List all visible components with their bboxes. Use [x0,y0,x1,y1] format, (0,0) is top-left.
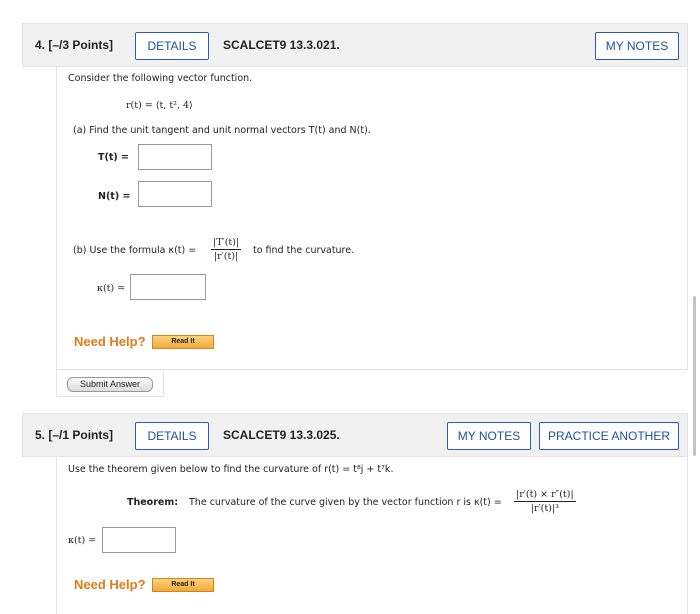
q4-N-input[interactable] [138,181,212,207]
q5-theorem-label: Theorem: [127,497,179,508]
q5-practice-another-button[interactable]: PRACTICE ANOTHER [539,422,679,450]
q4-N-label: N(t) = [98,191,131,202]
q4-number: 4. [–/3 Points] [35,38,114,52]
q4-fraction-numerator: |T′(t)| [213,237,240,248]
q5-theorem-text: The curvature of the curve given by the vector function r is κ(t) = [189,497,502,508]
q5-fraction-denominator: |r′(t)|³ [530,503,559,514]
q5-body [56,457,688,614]
q4-fraction-denominator: |r′(t)| [213,251,239,262]
q5-intro: Use the theorem given below to find the curvature of r(t) = t⁸j + t⁷k. [68,464,394,475]
q5-kappa-label: κ(t) = [68,535,97,546]
q5-curvature-fraction [514,489,576,514]
q5-number: 5. [–/1 Points] [35,428,114,442]
q5-fraction-numerator: |r′(t) × r″(t)| [516,489,574,500]
q5-need-help: Need Help? [74,577,146,592]
q4-T-label: T(t) = [98,152,129,163]
scrollbar[interactable] [693,296,696,456]
q4-code: SCALCET9 13.3.021. [223,38,340,52]
q4-body [56,67,688,370]
q4-intro: Consider the following vector function. [68,73,253,84]
q4-header [22,23,688,67]
q5-my-notes-button[interactable]: MY NOTES [447,422,531,450]
q4-vector-function: r(t) = ⟨t, t², 4⟩ [126,100,193,111]
q4-need-help: Need Help? [74,334,146,349]
q5-kappa-input[interactable] [102,527,176,553]
q5-read-it-button[interactable]: Read It [152,578,214,592]
q4-details-button[interactable]: DETAILS [135,32,209,60]
q4-curvature-fraction [211,237,241,262]
q4-part-b-suffix: to find the curvature. [253,245,355,256]
q5-details-button[interactable]: DETAILS [135,422,209,450]
q4-T-input[interactable] [138,144,212,170]
q5-header [22,413,688,457]
q4-part-a-text: (a) Find the unit tangent and unit normal vectors T(t) and N(t). [73,125,371,136]
q4-kappa-label: κ(t) = [97,283,126,294]
q4-kappa-input[interactable] [130,274,206,300]
q4-part-b-prefix: (b) Use the formula κ(t) = [73,245,197,256]
q4-my-notes-button[interactable]: MY NOTES [595,32,679,60]
q5-code: SCALCET9 13.3.025. [223,428,340,442]
q4-submit-area [56,370,164,397]
q4-read-it-button[interactable]: Read It [152,335,214,349]
q4-submit-button[interactable]: Submit Answer [67,377,153,392]
